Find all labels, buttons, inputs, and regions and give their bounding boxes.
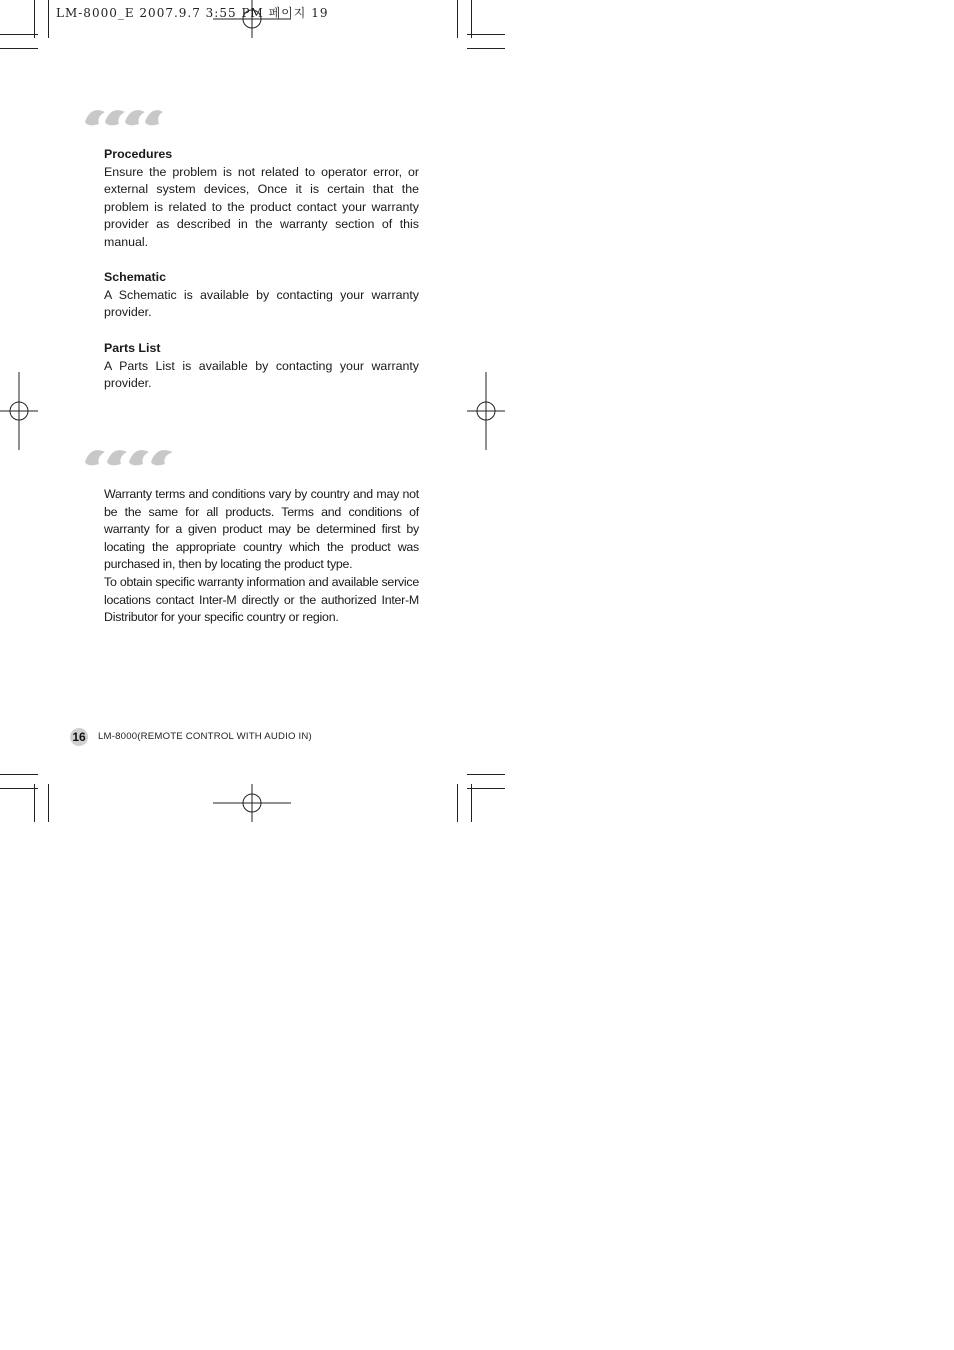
wave-decoration-2-icon (83, 444, 175, 470)
section-heading: Parts List (104, 341, 161, 355)
section-body: A Schematic is available by contacting your warranty provider. (104, 287, 419, 320)
crop-mark-bottom-right-h1 (467, 774, 505, 775)
warranty-paragraph-2: To obtain specific warranty information and available service locations contact Inter-M directly or the authorized Inter-M Distributor for your specific country or region. (104, 574, 419, 625)
footer-title: LM-8000(REMOTE CONTROL WITH AUDIO IN) (98, 731, 312, 742)
print-slug: LM-8000_E 2007.9.7 3:55 PM 페이지 19 (56, 6, 329, 20)
section-warranty (104, 486, 419, 627)
wave-decoration-icon (83, 104, 165, 130)
section-heading: Schematic (104, 270, 166, 284)
section-procedures (104, 146, 419, 252)
crop-mark-top-left-v1 (34, 0, 35, 38)
crop-mark-top-right-v2 (471, 0, 472, 38)
registration-mark-bottom-icon (213, 784, 291, 822)
crop-mark-bottom-left-h1 (0, 774, 38, 775)
section-heading: Procedures (104, 147, 173, 161)
crop-mark-top-left-h1 (0, 34, 38, 35)
crop-mark-bottom-left-v2 (48, 784, 49, 822)
crop-mark-top-right-v1 (457, 0, 458, 38)
crop-mark-bottom-right-v2 (471, 784, 472, 822)
crop-mark-bottom-left-v1 (34, 784, 35, 822)
registration-mark-left-icon (0, 372, 38, 450)
crop-mark-bottom-right-v1 (457, 784, 458, 822)
registration-mark-right-icon (467, 372, 505, 450)
section-body: Ensure the problem is not related to operator error, or external system devices, Once it is certain that the problem is related to the product contact your warranty provider as described in the warranty section of this manual. (104, 164, 419, 249)
crop-mark-top-left-h2 (0, 48, 38, 49)
page-number: 16 (72, 730, 86, 744)
section-schematic (104, 269, 419, 322)
crop-mark-bottom-left-h2 (0, 788, 38, 789)
crop-mark-bottom-right-h2 (467, 788, 505, 789)
section-body: A Parts List is available by contacting your warranty provider. (104, 358, 419, 391)
section-parts-list (104, 340, 419, 393)
crop-mark-top-left-v2 (48, 0, 49, 38)
warranty-paragraph-1: Warranty terms and conditions vary by country and may not be the same for all products. Terms and conditions of warranty for a given product may be determined first by locating the appropriate country which the product was purchased in, then by locating the product type. (104, 487, 419, 572)
crop-mark-top-right-h1 (467, 34, 505, 35)
crop-mark-top-right-h2 (467, 48, 505, 49)
